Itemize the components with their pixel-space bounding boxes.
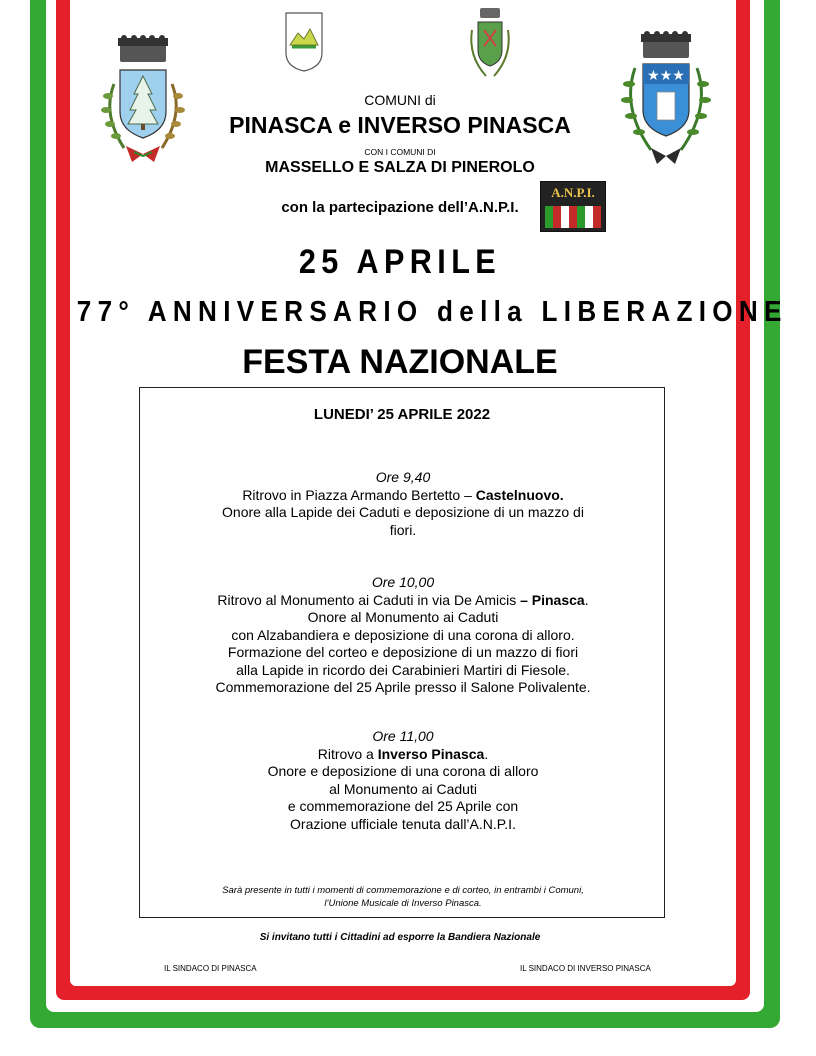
event-3-line1: Ritrovo a Inverso Pinasca. [317,745,489,762]
headline-anniversary: 77° ANNIVERSARIO della LIBERAZIONE [76,296,788,328]
comuni-title: PINASCA e INVERSO PINASCA [229,112,571,138]
event-2 [180,574,626,697]
event-2-line5: alla Lapide in ricordo dei Carabinieri Martiri di Fiesole. [236,661,570,678]
event-3-line2: Onore e deposizione di una corona di alloro [267,763,539,779]
event-3-time: Ore 11,00 [372,728,434,744]
event-2-time: Ore 10,00 [371,574,435,590]
event-1-time: Ore 9,40 [375,469,431,485]
anpi-partecipazione: con la partecipazione dell’A.N.P.I. [281,199,519,216]
event-3-line3: al Monumento ai Caduti [329,780,477,797]
anpi-logo-stripes [545,206,601,228]
program-date: LUNEDI’ 25 APRILE 2022 [313,406,491,423]
program-note-line1: Sarà presente in tutti i momenti di commemorazione e di corteo, in entrambi i Comuni, [222,885,584,896]
event-2-line6: Commemorazione del 25 Aprile presso il Salone Polivalente. [215,679,591,695]
anpi-logo [540,181,606,232]
flag-invitation: Si invitano tutti i Cittadini ad esporre la Bandiera Nazionale [259,932,541,943]
event-2-line3: con Alzabandiera e deposizione di una corona di alloro. [231,626,575,643]
event-2-line4: Formazione del corteo e deposizione di un mazzo di fiori [227,644,579,660]
inverso-pinasca-coat-of-arms-icon [617,28,715,168]
event-3-line5: Orazione ufficiale tenuta dall’A.N.P.I. [290,815,516,832]
pinasca-coat-of-arms-icon [94,34,190,168]
event-2-line2: Onore al Monumento ai Caduti [307,609,499,625]
massello-shield-icon [284,11,324,73]
event-2-line1: Ritrovo al Monumento ai Caduti in via De Amicis – Pinasca. [217,591,589,608]
headline-date: 25 APRILE [298,243,502,281]
event-1-line2: Onore alla Lapide dei Caduti e deposizione di un mazzo di [222,504,584,520]
sindaco-inverso-signature: IL SINDACO DI INVERSO PINASCA [520,964,651,973]
massello-salza-title: MASSELLO E SALZA DI PINEROLO [265,159,535,176]
event-1 [180,469,626,539]
sindaco-pinasca-signature: IL SINDACO DI PINASCA [164,964,257,973]
event-3 [180,728,626,833]
program-box [139,387,665,918]
event-1-line1: Ritrovo in Piazza Armando Bertetto – Castelnuovo. [242,486,564,503]
con-i-comuni-label: CON I COMUNI DI [364,147,436,157]
event-3-line4: e commemorazione del 25 Aprile con [287,798,519,814]
program-note [160,884,646,910]
anpi-logo-text: A.N.P.I. [551,185,595,200]
event-1-line3: fiori. [389,521,417,538]
comuni-di-label: COMUNI di [364,92,436,108]
headline-festa: FESTA NAZIONALE [242,343,558,381]
svg-text:★★★: ★★★ [647,68,685,84]
program-note-line2: l’Unione Musicale di Inverso Pinasca. [324,898,482,909]
salza-coat-of-arms-icon [466,6,514,80]
